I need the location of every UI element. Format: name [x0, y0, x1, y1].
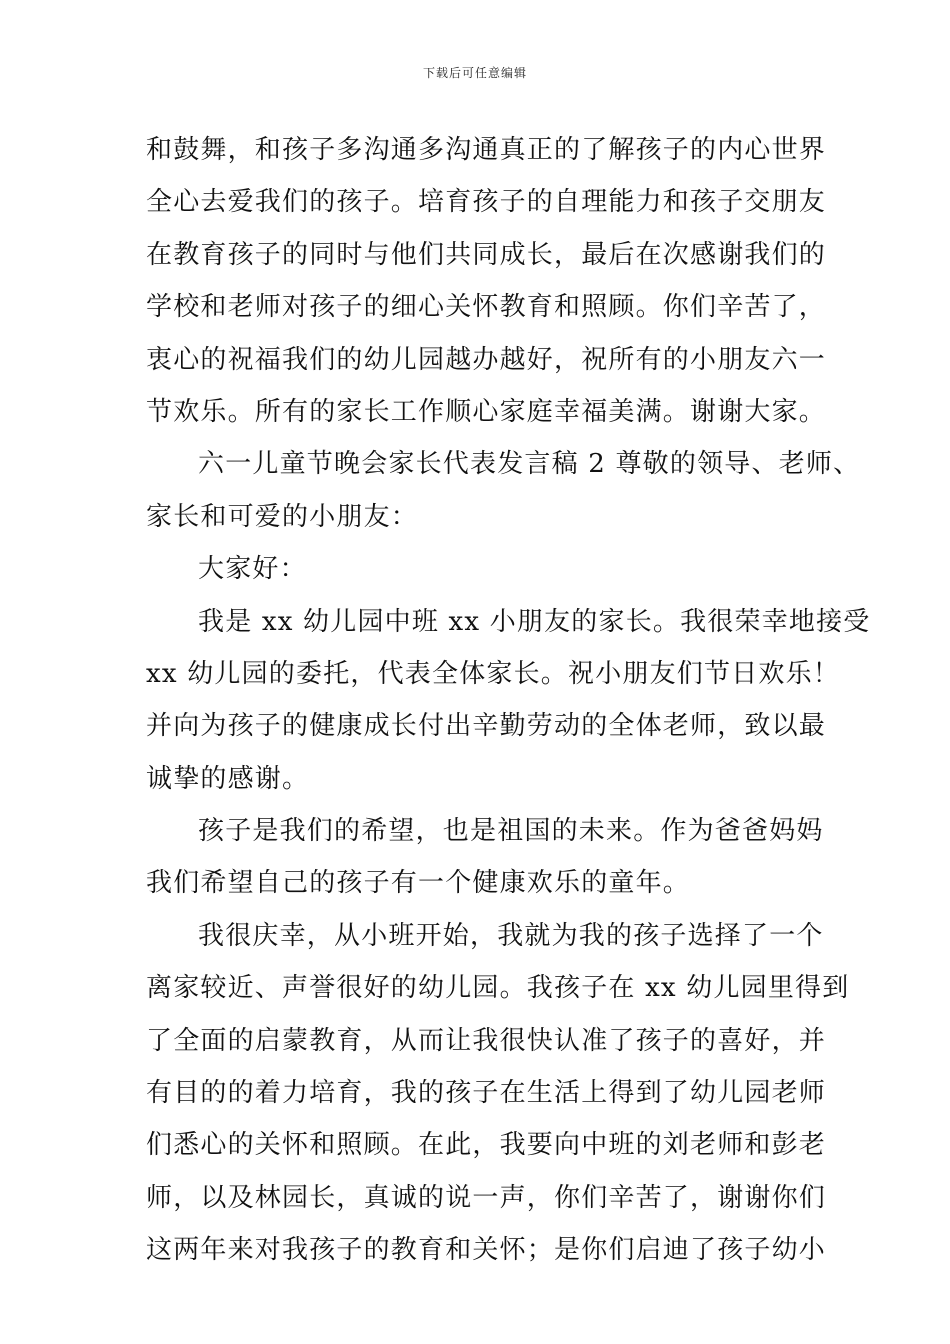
text-line: 学校和老师对孩子的细心关怀教育和照顾。你们辛苦了， [146, 292, 827, 323]
text-line: 离家较近、声誉很好的幼儿园。我孩子在 xx 幼儿园里得到 [146, 973, 850, 1004]
text-line: 们悉心的关怀和照顾。在此，我要向中班的刘老师和彭老 [146, 1130, 827, 1161]
text-line: 师，以及林园长，真诚的说一声，你们辛苦了，谢谢你们 [146, 1182, 827, 1213]
text-line: 衷心的祝福我们的幼儿园越办越好，祝所有的小朋友六一 [146, 344, 827, 375]
text-line: 这两年来对我孩子的教育和关怀；是你们启迪了孩子幼小 [146, 1235, 827, 1266]
text-line: 诚挚的感谢。 [146, 763, 310, 794]
text-line: 和鼓舞，和孩子多沟通多沟通真正的了解孩子的内心世界 [146, 135, 827, 165]
text-line: xx 幼儿园的委托，代表全体家长。祝小朋友们节日欢乐！ [146, 658, 840, 689]
document-body [146, 124, 871, 1277]
text-line: 节欢乐。所有的家长工作顺心家庭幸福美满。谢谢大家。 [146, 396, 827, 427]
greeting-line: 大家好： [198, 554, 307, 585]
text-line: 有目的的着力培育，我的孩子在生活上得到了幼儿园老师 [146, 1078, 827, 1109]
text-line: 家长和可爱的小朋友： [146, 501, 419, 532]
page-header: 下载后可任意编辑 [422, 66, 527, 80]
text-line: 在教育孩子的同时与他们共同成长，最后在次感谢我们的 [146, 239, 827, 270]
text-line: 我们希望自己的孩子有一个健康欢乐的童年。 [146, 868, 691, 899]
paragraph-start-line: 我很庆幸，从小班开始，我就为我的孩子选择了一个 [198, 920, 824, 951]
paragraph-start-line: 孩子是我们的希望，也是祖国的未来。作为爸爸妈妈 [198, 816, 824, 847]
text-line: 并向为孩子的健康成长付出辛勤劳动的全体老师，致以最 [146, 711, 827, 742]
text-line: 全心去爱我们的孩子。培育孩子的自理能力和孩子交朋友 [146, 187, 827, 218]
paragraph-start-line: 六一儿童节晚会家长代表发言稿 2 尊敬的领导、老师、 [198, 449, 861, 480]
text-line: 了全面的启蒙教育，从而让我很快认准了孩子的喜好，并 [146, 1025, 827, 1056]
paragraph-start-line: 我是 xx 幼儿园中班 xx 小朋友的家长。我很荣幸地接受 [198, 606, 871, 637]
